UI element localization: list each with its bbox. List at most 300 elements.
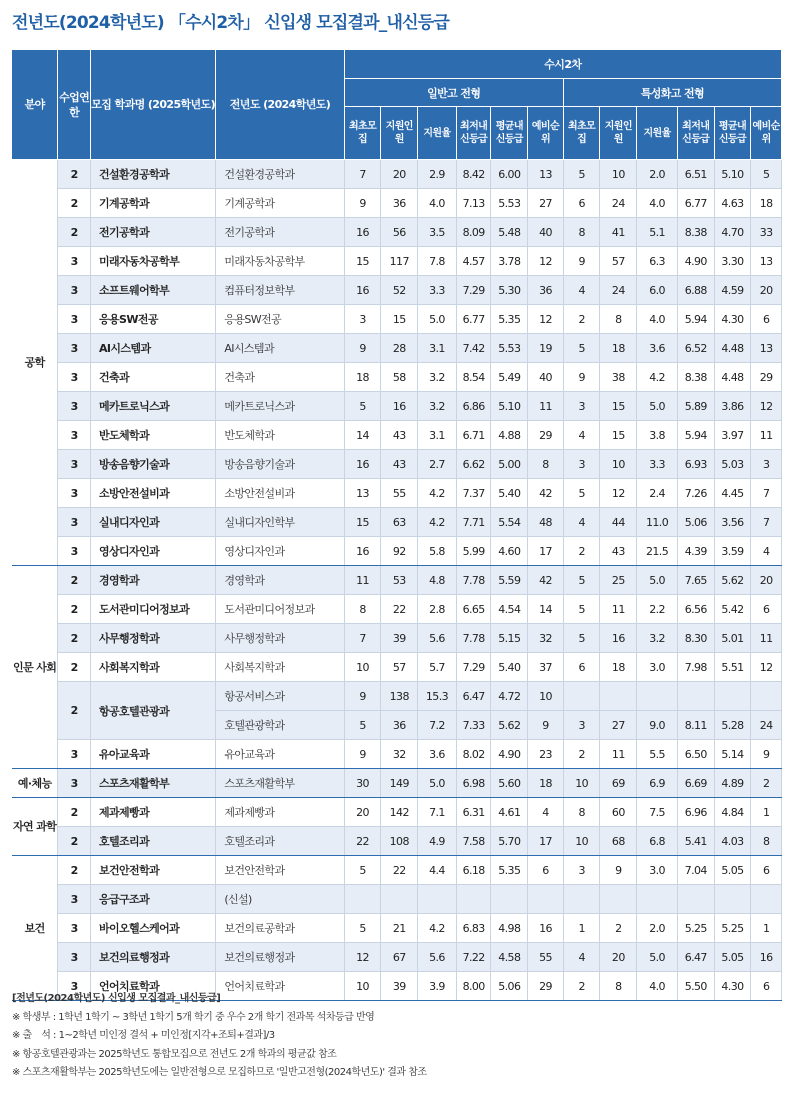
value-cell: 10 [563, 769, 600, 798]
value-cell: 15 [344, 247, 381, 276]
results-table [12, 50, 782, 1001]
value-cell: 5.10 [714, 160, 751, 189]
prev-dept-name: 컴퓨터정보학부 [216, 276, 344, 305]
value-cell: 5.70 [491, 827, 528, 856]
value-cell: 43 [381, 421, 418, 450]
table-row [12, 508, 782, 537]
header-col: 예비순위 [751, 107, 782, 160]
value-cell: 8.11 [677, 711, 714, 740]
table-row [12, 595, 782, 624]
years-cell: 3 [58, 276, 91, 305]
value-cell: 15 [344, 508, 381, 537]
value-cell: 3.6 [418, 740, 457, 769]
table-row [12, 566, 782, 595]
value-cell: 40 [528, 218, 564, 247]
value-cell: 6 [563, 189, 600, 218]
value-cell: 57 [381, 653, 418, 682]
value-cell [491, 885, 528, 914]
value-cell: 2 [563, 305, 600, 334]
value-cell: 27 [528, 189, 564, 218]
value-cell: 11.0 [637, 508, 678, 537]
value-cell: 5.0 [637, 392, 678, 421]
value-cell: 5.7 [418, 653, 457, 682]
value-cell [381, 885, 418, 914]
value-cell: 6.96 [677, 798, 714, 827]
years-cell: 3 [58, 479, 91, 508]
value-cell: 5.05 [714, 943, 751, 972]
value-cell: 30 [344, 769, 381, 798]
value-cell: 6 [751, 856, 782, 885]
dept-name: 영상디자인과 [90, 537, 215, 566]
value-cell: 21.5 [637, 537, 678, 566]
header-col: 최초모집 [344, 107, 381, 160]
value-cell: 7.78 [456, 624, 491, 653]
value-cell: 55 [381, 479, 418, 508]
value-cell: 5 [563, 160, 600, 189]
value-cell: 11 [528, 392, 564, 421]
value-cell: 9 [563, 247, 600, 276]
value-cell [637, 885, 678, 914]
value-cell: 24 [751, 711, 782, 740]
value-cell: 10 [600, 160, 637, 189]
value-cell: 4 [528, 798, 564, 827]
value-cell: 3.2 [418, 363, 457, 392]
years-cell: 3 [58, 537, 91, 566]
prev-dept-name: 사무행정학과 [216, 624, 344, 653]
value-cell: 57 [600, 247, 637, 276]
value-cell: 8 [600, 305, 637, 334]
header-special: 특성화고 전형 [563, 79, 781, 107]
value-cell: 5.40 [491, 479, 528, 508]
value-cell: 2 [563, 537, 600, 566]
value-cell [600, 885, 637, 914]
prev-dept-name: 유아교육과 [216, 740, 344, 769]
value-cell: 22 [344, 827, 381, 856]
value-cell: 108 [381, 827, 418, 856]
table-row [12, 421, 782, 450]
table-row [12, 798, 782, 827]
table-row [12, 479, 782, 508]
value-cell: 3.30 [714, 247, 751, 276]
value-cell: 18 [751, 189, 782, 218]
header-col: 최저내신등급 [677, 107, 714, 160]
value-cell: 7.8 [418, 247, 457, 276]
prev-dept-name: 반도체학과 [216, 421, 344, 450]
dept-name: 도서관미디어정보과 [90, 595, 215, 624]
value-cell: 3.0 [637, 653, 678, 682]
value-cell: 4.30 [714, 305, 751, 334]
prev-dept-name: 제과제빵과 [216, 798, 344, 827]
value-cell: 4.54 [491, 595, 528, 624]
value-cell: 6.77 [456, 305, 491, 334]
prev-dept-name: 전기공학과 [216, 218, 344, 247]
table-row [12, 943, 782, 972]
years-cell: 3 [58, 885, 91, 914]
value-cell: 5.62 [491, 711, 528, 740]
dept-name: AI시스템과 [90, 334, 215, 363]
value-cell: 9 [563, 363, 600, 392]
value-cell: 7.04 [677, 856, 714, 885]
table-row [12, 276, 782, 305]
section-label: 공학 [12, 160, 58, 566]
value-cell: 6 [751, 305, 782, 334]
value-cell [456, 885, 491, 914]
value-cell: 22 [381, 595, 418, 624]
value-cell: 5.40 [491, 653, 528, 682]
value-cell: 5.25 [677, 914, 714, 943]
value-cell: 18 [600, 653, 637, 682]
value-cell: 11 [344, 566, 381, 595]
prev-dept-name: 보건의료공학과 [216, 914, 344, 943]
value-cell: 16 [344, 276, 381, 305]
value-cell: 5.1 [637, 218, 678, 247]
value-cell: 6.50 [677, 740, 714, 769]
value-cell: 7.22 [456, 943, 491, 972]
value-cell: 3 [563, 856, 600, 885]
value-cell: 16 [344, 537, 381, 566]
value-cell: 16 [751, 943, 782, 972]
prev-dept-name: 소방안전설비과 [216, 479, 344, 508]
years-cell: 2 [58, 160, 91, 189]
prev-dept-name: 기계공학과 [216, 189, 344, 218]
prev-dept-name: 호텔관광학과 [216, 711, 344, 740]
value-cell: 6.83 [456, 914, 491, 943]
value-cell: 10 [344, 972, 381, 1001]
value-cell: 5.06 [491, 972, 528, 1001]
header-col: 최초모집 [563, 107, 600, 160]
value-cell: 32 [381, 740, 418, 769]
value-cell: 3 [563, 711, 600, 740]
value-cell: 6.56 [677, 595, 714, 624]
value-cell: 18 [344, 363, 381, 392]
value-cell: 33 [751, 218, 782, 247]
value-cell: 2 [751, 769, 782, 798]
value-cell: 5 [563, 595, 600, 624]
table-row [12, 682, 782, 711]
value-cell: 27 [600, 711, 637, 740]
value-cell: 8 [344, 595, 381, 624]
value-cell: 5.6 [418, 624, 457, 653]
value-cell: 2.0 [637, 914, 678, 943]
value-cell: 3.1 [418, 334, 457, 363]
value-cell: 4 [563, 508, 600, 537]
years-cell: 2 [58, 566, 91, 595]
value-cell: 3 [751, 450, 782, 479]
value-cell: 4.58 [491, 943, 528, 972]
value-cell: 42 [528, 479, 564, 508]
value-cell: 16 [344, 218, 381, 247]
value-cell: 4.48 [714, 363, 751, 392]
value-cell: 3.8 [637, 421, 678, 450]
prev-dept-name: 도서관미디어정보과 [216, 595, 344, 624]
value-cell: 58 [381, 363, 418, 392]
value-cell: 5.94 [677, 421, 714, 450]
value-cell: 6.47 [456, 682, 491, 711]
value-cell: 17 [528, 537, 564, 566]
value-cell: 5.89 [677, 392, 714, 421]
prev-dept-name: 보건안전학과 [216, 856, 344, 885]
value-cell: 4.2 [418, 508, 457, 537]
value-cell: 5 [563, 624, 600, 653]
prev-dept-name: 스포츠재활학부 [216, 769, 344, 798]
value-cell [751, 682, 782, 711]
value-cell: 5.51 [714, 653, 751, 682]
value-cell: 3.5 [418, 218, 457, 247]
value-cell: 4 [751, 537, 782, 566]
value-cell: 11 [600, 595, 637, 624]
value-cell: 8.09 [456, 218, 491, 247]
value-cell: 5.0 [418, 769, 457, 798]
value-cell: 6.62 [456, 450, 491, 479]
value-cell: 20 [751, 566, 782, 595]
note-line: ※ 스포츠재활학부는 2025학년도에는 일반전형으로 모집하므로 '일반고전형(2024학년도)' 결과 참조 [12, 1067, 427, 1078]
value-cell: 2.4 [637, 479, 678, 508]
value-cell: 4.90 [491, 740, 528, 769]
value-cell: 11 [751, 624, 782, 653]
value-cell: 20 [381, 160, 418, 189]
years-cell: 2 [58, 856, 91, 885]
value-cell: 14 [344, 421, 381, 450]
value-cell: 11 [751, 421, 782, 450]
header-round: 수시2차 [344, 50, 781, 79]
value-cell: 7 [751, 508, 782, 537]
value-cell: 3.2 [418, 392, 457, 421]
value-cell: 5.59 [491, 566, 528, 595]
header-col: 지원율 [418, 107, 457, 160]
value-cell: 69 [600, 769, 637, 798]
value-cell: 21 [381, 914, 418, 943]
value-cell: 8 [528, 450, 564, 479]
value-cell: 7.98 [677, 653, 714, 682]
value-cell: 4.48 [714, 334, 751, 363]
value-cell: 29 [528, 972, 564, 1001]
section-label: 보건 [12, 856, 58, 1001]
value-cell: 20 [751, 276, 782, 305]
years-cell: 3 [58, 943, 91, 972]
value-cell: 3.3 [418, 276, 457, 305]
value-cell [418, 885, 457, 914]
dept-name: 제과제빵과 [90, 798, 215, 827]
years-cell: 2 [58, 624, 91, 653]
value-cell: 4.0 [637, 972, 678, 1001]
value-cell: 5.30 [491, 276, 528, 305]
value-cell: 16 [600, 624, 637, 653]
value-cell: 3.1 [418, 421, 457, 450]
value-cell: 6.51 [677, 160, 714, 189]
prev-dept-name: 응용SW전공 [216, 305, 344, 334]
prev-dept-name: 경영학과 [216, 566, 344, 595]
table-row [12, 189, 782, 218]
value-cell: 3.97 [714, 421, 751, 450]
value-cell: 4.39 [677, 537, 714, 566]
value-cell: 92 [381, 537, 418, 566]
value-cell: 38 [600, 363, 637, 392]
value-cell: 12 [344, 943, 381, 972]
header-col: 평균내신등급 [491, 107, 528, 160]
value-cell: 5.28 [714, 711, 751, 740]
value-cell: 3.9 [418, 972, 457, 1001]
value-cell: 5.94 [677, 305, 714, 334]
value-cell: 7.1 [418, 798, 457, 827]
table-row [12, 334, 782, 363]
value-cell: 4.59 [714, 276, 751, 305]
years-cell: 3 [58, 914, 91, 943]
value-cell: 5.41 [677, 827, 714, 856]
value-cell: 5 [563, 566, 600, 595]
note-line: ※ 출 석 : 1~2학년 미인정 결석 + 미인정[지각+조퇴+결과]/3 [12, 1030, 275, 1041]
dept-name: 전기공학과 [90, 218, 215, 247]
value-cell [563, 885, 600, 914]
value-cell: 8.30 [677, 624, 714, 653]
value-cell: 5.01 [714, 624, 751, 653]
header-prev: 전년도 (2024학년도) [216, 50, 344, 160]
prev-dept-name: 보건의료행정과 [216, 943, 344, 972]
value-cell: 5.8 [418, 537, 457, 566]
title-suffix: 신입생 모집결과_내신등급 [259, 13, 449, 33]
value-cell: 20 [344, 798, 381, 827]
value-cell: 13 [751, 247, 782, 276]
years-cell: 2 [58, 653, 91, 682]
value-cell: 9 [344, 189, 381, 218]
table-row [12, 914, 782, 943]
years-cell: 2 [58, 218, 91, 247]
value-cell: 6.93 [677, 450, 714, 479]
value-cell: 60 [600, 798, 637, 827]
dept-name: 미래자동차공학부 [90, 247, 215, 276]
value-cell: 12 [751, 392, 782, 421]
value-cell: 4.98 [491, 914, 528, 943]
value-cell: 6 [528, 856, 564, 885]
value-cell: 4.2 [418, 479, 457, 508]
value-cell: 43 [600, 537, 637, 566]
footnotes [12, 990, 782, 1083]
value-cell: 7.58 [456, 827, 491, 856]
section-label: 자연 과학 [12, 798, 58, 856]
years-cell: 3 [58, 740, 91, 769]
note-line: ※ 학생부 : 1학년 1학기 ~ 3학년 1학기 5개 학기 중 우수 2개 학기 전과목 석차등급 반영 [12, 1011, 375, 1023]
value-cell: 7 [344, 624, 381, 653]
value-cell: 5.10 [491, 392, 528, 421]
dept-name: 스포츠재활학부 [90, 769, 215, 798]
value-cell: 4.0 [637, 189, 678, 218]
value-cell: 15 [600, 392, 637, 421]
header-col: 지원인원 [600, 107, 637, 160]
value-cell: 9.0 [637, 711, 678, 740]
value-cell: 5 [344, 856, 381, 885]
years-cell: 3 [58, 305, 91, 334]
value-cell: 4.2 [637, 363, 678, 392]
prev-dept-name: 메카트로닉스과 [216, 392, 344, 421]
dept-name: 바이오헬스케어과 [90, 914, 215, 943]
value-cell: 9 [751, 740, 782, 769]
value-cell: 11 [600, 740, 637, 769]
value-cell: 14 [528, 595, 564, 624]
value-cell: 10 [563, 827, 600, 856]
value-cell: 7.65 [677, 566, 714, 595]
value-cell: 56 [381, 218, 418, 247]
value-cell: 4.4 [418, 856, 457, 885]
value-cell: 9 [600, 856, 637, 885]
value-cell: 4.57 [456, 247, 491, 276]
table-row [12, 392, 782, 421]
value-cell: 44 [600, 508, 637, 537]
years-cell: 3 [58, 247, 91, 276]
value-cell: 6.98 [456, 769, 491, 798]
value-cell: 52 [381, 276, 418, 305]
value-cell [677, 885, 714, 914]
value-cell [600, 682, 637, 711]
value-cell: 4.9 [418, 827, 457, 856]
value-cell [751, 885, 782, 914]
value-cell: 3 [563, 450, 600, 479]
value-cell: 4.0 [637, 305, 678, 334]
value-cell: 5.0 [418, 305, 457, 334]
value-cell: 7 [344, 160, 381, 189]
value-cell: 6 [751, 972, 782, 1001]
value-cell: 48 [528, 508, 564, 537]
prev-dept-name: 건설환경공학과 [216, 160, 344, 189]
dept-name: 응용SW전공 [90, 305, 215, 334]
dept-name: 보건의료행정과 [90, 943, 215, 972]
prev-dept-name: 언어치료학과 [216, 972, 344, 1001]
value-cell: 3.3 [637, 450, 678, 479]
value-cell: 2.8 [418, 595, 457, 624]
value-cell: 7.71 [456, 508, 491, 537]
dept-name: 경영학과 [90, 566, 215, 595]
value-cell: 5.60 [491, 769, 528, 798]
value-cell: 18 [528, 769, 564, 798]
value-cell: 12 [528, 305, 564, 334]
value-cell: 20 [600, 943, 637, 972]
prev-dept-name: 항공서비스과 [216, 682, 344, 711]
value-cell: 5.62 [714, 566, 751, 595]
dept-name: 기계공학과 [90, 189, 215, 218]
table-row [12, 624, 782, 653]
value-cell: 2 [563, 972, 600, 1001]
prev-dept-name: 미래자동차공학부 [216, 247, 344, 276]
value-cell: 22 [381, 856, 418, 885]
value-cell: 4.45 [714, 479, 751, 508]
years-cell: 3 [58, 363, 91, 392]
value-cell: 6.71 [456, 421, 491, 450]
years-cell: 3 [58, 972, 91, 1001]
years-cell: 2 [58, 189, 91, 218]
value-cell: 13 [344, 479, 381, 508]
value-cell: 4.72 [491, 682, 528, 711]
value-cell: 53 [381, 566, 418, 595]
header-col: 지원인원 [381, 107, 418, 160]
value-cell: 43 [381, 450, 418, 479]
table-row [12, 740, 782, 769]
dept-name: 호텔조리과 [90, 827, 215, 856]
value-cell: 1 [751, 914, 782, 943]
value-cell: 5.0 [637, 943, 678, 972]
value-cell: 10 [528, 682, 564, 711]
table-row [12, 247, 782, 276]
years-cell: 3 [58, 450, 91, 479]
value-cell: 5.53 [491, 189, 528, 218]
value-cell: 68 [600, 827, 637, 856]
value-cell: 2 [600, 914, 637, 943]
value-cell: 8.00 [456, 972, 491, 1001]
value-cell: 28 [381, 334, 418, 363]
value-cell: 8.02 [456, 740, 491, 769]
value-cell: 8 [600, 972, 637, 1001]
value-cell: 3.78 [491, 247, 528, 276]
value-cell: 37 [528, 653, 564, 682]
value-cell [677, 682, 714, 711]
value-cell: 142 [381, 798, 418, 827]
